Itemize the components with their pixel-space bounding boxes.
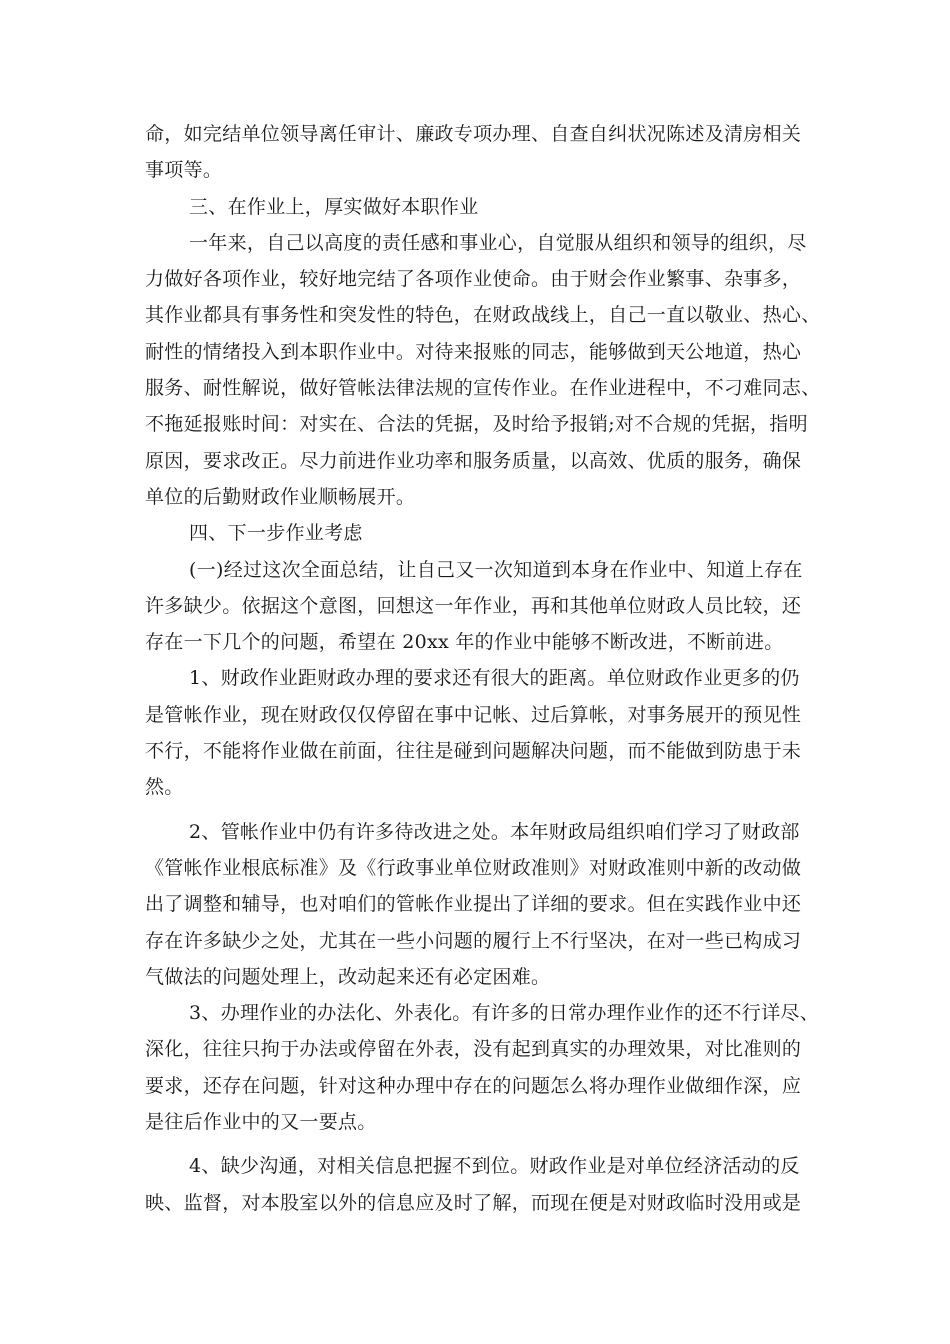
text-line: 命，如完结单位领导离任审计、廉政专项办理、自查自纠状况陈述及清房相关 <box>145 123 802 145</box>
text-line: 4、缺少沟通，对相关信息把握不到位。财政作业是对单位经济活动的反 <box>189 1155 800 1178</box>
text-line: 存在许多缺少之处，尤其在一些小问题的履行上不行坚决，在对一些已构成习 <box>145 929 802 952</box>
paragraph-gap <box>145 1140 805 1148</box>
text-line: 单位的后勤财政作业顺畅展开。 <box>145 485 416 508</box>
text-line: 四、下一步作业考虑 <box>189 522 363 545</box>
text-line: 2、管帐作业中仍有许多待改进之处。本年财政局组织咱们学习了财政部 <box>189 820 800 843</box>
text-line: 是往后作业中的又一要点。 <box>145 1111 377 1134</box>
text-line: 事项等。 <box>145 159 223 182</box>
text-line: 映、监督，对本股室以外的信息应及时了解，而现在便是对财政临时没用或是 <box>145 1191 802 1214</box>
paragraph-gap <box>145 806 805 814</box>
text-line: 是管帐作业，现在财政仅仅停留在事中记帐、过后算帐，对事务展开的预见性 <box>145 703 802 726</box>
text-line: 不行，不能将作业做在前面，往往是碰到问题解决问题，而不能做到防患于未 <box>145 740 802 763</box>
text-line: 要求，还存在问题，针对这种办理中存在的问题怎么将办理作业做细作深，应 <box>145 1074 802 1097</box>
text-line: 力做好各项作业，较好地完结了各项作业使命。由于财会作业繁事、杂事多， <box>145 268 802 291</box>
text-line: 存在一下几个的问题，希望在 20xx 年的作业中能够不断改进，不断前进。 <box>145 631 784 654</box>
text-line: 出了调整和辅导，也对咱们的管帐作业提出了详细的要求。但在实践作业中还 <box>145 893 802 916</box>
text-line: 三、在作业上，厚实做好本职作业 <box>189 195 479 218</box>
text-line: 3、办理作业的办法化、外表化。有许多的日常办理作业作的还不行详尽、 <box>189 1002 819 1025</box>
text-line: 深化，往往只拘于办法或停留在外表，没有起到真实的办理效果，对比准则的 <box>145 1038 802 1061</box>
text-line: 原因，要求改正。尽力前进作业功率和服务质量，以高效、优质的服务，确保 <box>145 449 802 472</box>
text-line: 其作业都具有事务性和突发性的特色，在财政战线上，自己一直以敬业、热心、 <box>145 304 821 327</box>
text-line: 《管帐作业根底标准》及《行政事业单位财政准则》对财政准则中新的改动做 <box>145 856 802 879</box>
text-line: 耐性的情绪投入到本职作业中。对待来报账的同志，能够做到天公地道，热心 <box>145 340 802 363</box>
text-line: 气做法的问题处理上，改动起来还有必定困难。 <box>145 965 551 988</box>
document-body <box>145 116 821 1221</box>
text-line: (一)经过这次全面总结，让自己又一次知道到本身在作业中、知道上存在 <box>189 558 803 581</box>
text-line: 一年来，自己以高度的责任感和事业心，自觉服从组织和领导的组织，尽 <box>189 231 807 254</box>
text-line: 许多缺少。依据这个意图，回想这一年作业，再和其他单位财政人员比较，还 <box>145 594 802 617</box>
text-line: 不拖延报账时间：对实在、合法的凭据，及时给予报销;对不合规的凭据，指明 <box>145 413 808 436</box>
text-line: 服务、耐性解说，做好管帐法律法规的宣传作业。在作业进程中，不刁难同志、 <box>145 377 821 400</box>
text-line: 然。 <box>145 776 184 799</box>
text-line: 1、财政作业距财政办理的要求还有很大的距离。单位财政作业更多的仍 <box>189 667 800 690</box>
